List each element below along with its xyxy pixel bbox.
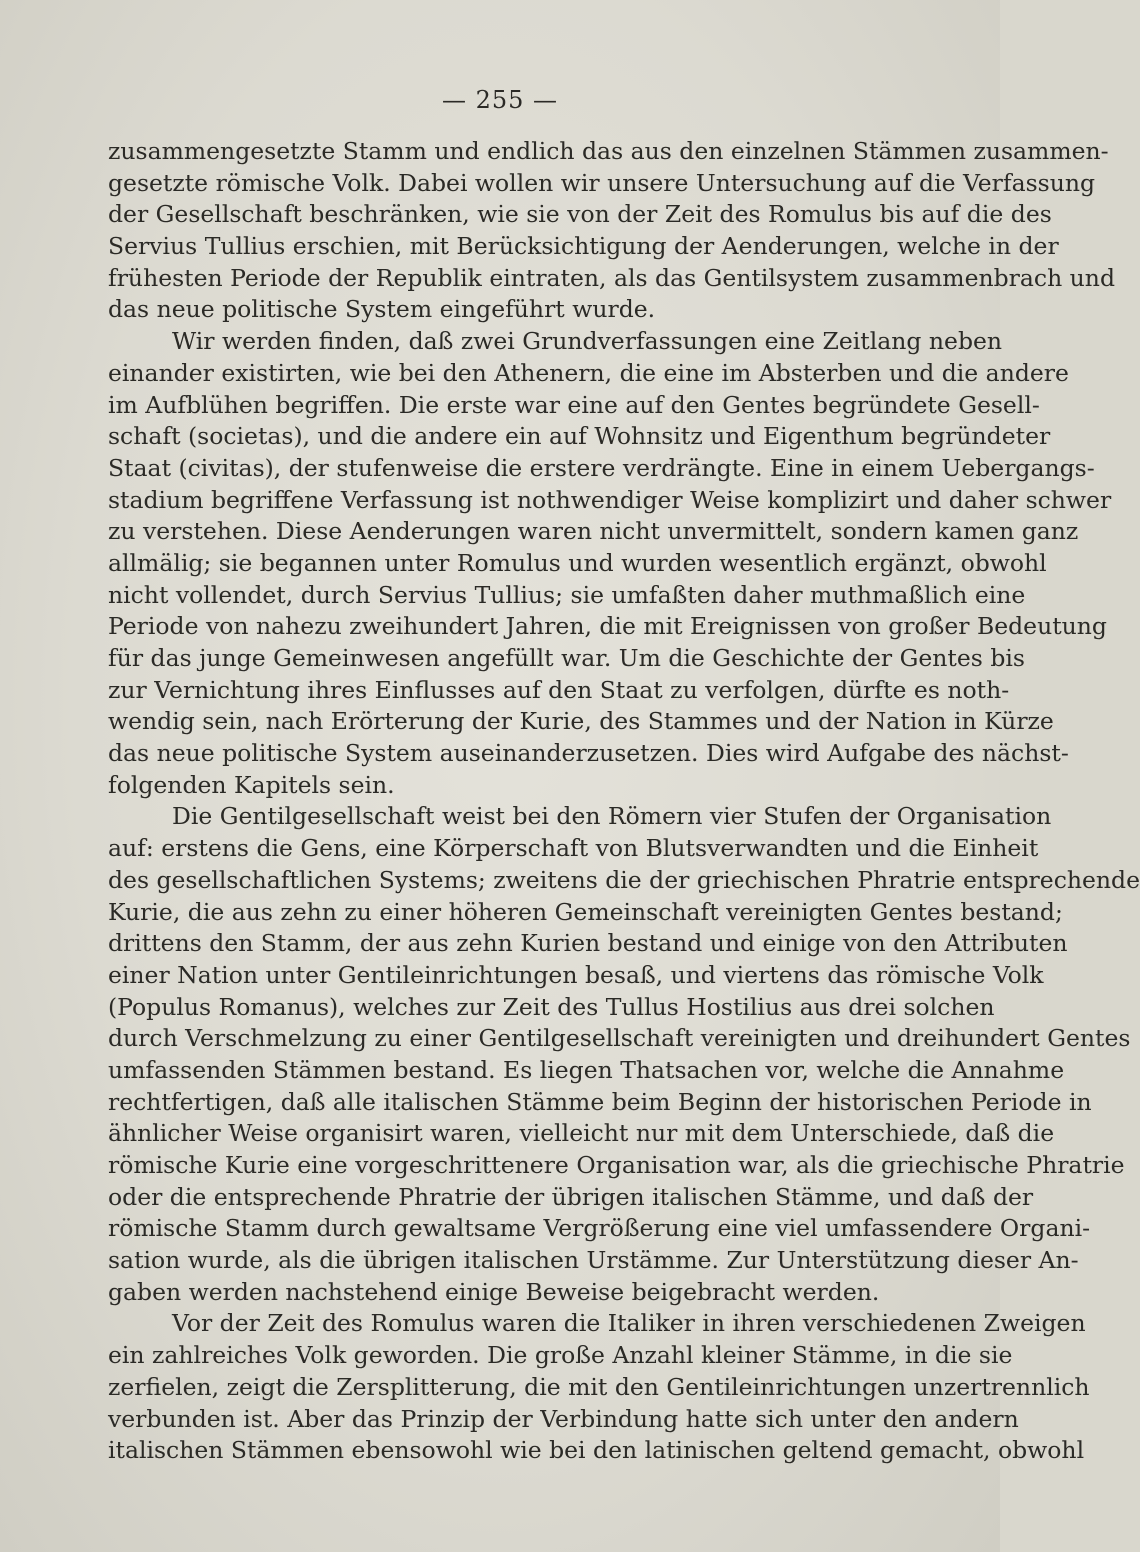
text-line: zusammengesetzte Stamm und endlich das aus den einzelnen Stämmen zusammen-	[108, 137, 1109, 165]
text-line: gesetzte römische Volk. Dabei wollen wir unsere Untersuchung auf die Verfassung	[108, 168, 1096, 197]
text-line: rechtfertigen, daß alle italischen Stämme beim Beginn der historischen Periode in	[108, 1087, 1092, 1116]
text-line: folgenden Kapitels sein.	[108, 770, 395, 799]
text-line: schaft (societas), und die andere ein auf Wohnsitz und Eigenthum begründeter	[108, 422, 1051, 451]
paragraph	[108, 801, 1140, 1308]
text-line: oder die entsprechende Phratrie der übrigen italischen Stämme, und daß der	[108, 1182, 1034, 1211]
text-line: ähnlicher Weise organisirt waren, vielleicht nur mit dem Unterschiede, daß die	[108, 1119, 1055, 1148]
text-line: der Gesellschaft beschränken, wie sie von der Zeit des Romulus bis auf die des	[108, 200, 1052, 229]
text-line: nicht vollendet, durch Servius Tullius; sie umfaßten daher muthmaßlich eine	[108, 580, 1026, 609]
text-line: einer Nation unter Gentileinrichtungen besaß, und viertens das römische Volk	[108, 960, 1044, 989]
text-line: Wir werden finden, daß zwei Grundverfassungen eine Zeitlang neben	[172, 327, 1003, 356]
text-line: (Populus Romanus), welches zur Zeit des Tullus Hostilius aus drei solchen	[108, 992, 995, 1021]
text-line: frühesten Periode der Republik eintraten, als das Gentilsystem zusammenbrach und	[108, 263, 1115, 292]
text-line: ein zahlreiches Volk geworden. Die große Anzahl kleiner Stämme, in die sie	[108, 1341, 1013, 1370]
body-text	[108, 136, 1140, 1467]
paragraph	[108, 1308, 1090, 1466]
text-line: im Aufblühen begriffen. Die erste war eine auf den Gentes begründete Gesell-	[108, 390, 1040, 419]
paragraph	[108, 136, 1115, 326]
text-line: Kurie, die aus zehn zu einer höheren Gemeinschaft vereinigten Gentes bestand;	[108, 897, 1063, 926]
text-line: drittens den Stamm, der aus zehn Kurien bestand und einige von den Attributen	[108, 929, 1068, 958]
text-line: das neue politische System eingeführt wurde.	[108, 295, 656, 324]
text-line: durch Verschmelzung zu einer Gentilgesellschaft vereinigten und dreihundert Gentes	[108, 1024, 1131, 1053]
text-line: römische Stamm durch gewaltsame Vergrößerung eine viel umfassendere Organi-	[108, 1214, 1091, 1243]
text-line: umfassenden Stämmen bestand. Es liegen Thatsachen vor, welche die Annahme	[108, 1055, 1065, 1084]
text-line: zu verstehen. Diese Aenderungen waren nicht unvermittelt, sondern kamen ganz	[108, 517, 1079, 546]
text-line: einander existirten, wie bei den Athenern, die eine im Absterben und die andere	[108, 358, 1069, 387]
text-line: zur Vernichtung ihres Einflusses auf den Staat zu verfolgen, dürfte es noth-	[108, 675, 1010, 704]
text-line: stadium begriffene Verfassung ist nothwendiger Weise komplizirt und daher schwer	[108, 485, 1112, 514]
text-line: gaben werden nachstehend einige Beweise beigebracht werden.	[108, 1277, 880, 1306]
text-line: wendig sein, nach Erörterung der Kurie, des Stammes und der Nation in Kürze	[108, 707, 1054, 736]
text-line: Servius Tullius erschien, mit Berücksichtigung der Aenderungen, welche in der	[108, 232, 1059, 261]
text-line: Die Gentilgesellschaft weist bei den Römern vier Stufen der Organisation	[172, 802, 1052, 831]
text-line: römische Kurie eine vorgeschrittenere Organisation war, als die griechische Phratrie	[108, 1151, 1125, 1179]
text-line: italischen Stämmen ebensowohl wie bei den latinischen geltend gemacht, obwohl	[108, 1436, 1085, 1465]
text-line: allmälig; sie begannen unter Romulus und wurden wesentlich ergänzt, obwohl	[108, 548, 1047, 577]
text-line: verbunden ist. Aber das Prinzip der Verbindung hatte sich unter den andern	[108, 1404, 1019, 1433]
text-line: zerfielen, zeigt die Zersplitterung, die mit den Gentileinrichtungen unzertrennlich	[108, 1372, 1090, 1401]
text-line: Periode von nahezu zweihundert Jahren, die mit Ereignissen von großer Bedeutung	[108, 612, 1107, 641]
text-line: sation wurde, als die übrigen italischen Urstämme. Zur Unterstützung dieser An-	[108, 1246, 1079, 1275]
text-line: für das junge Gemeinwesen angefüllt war. Um die Geschichte der Gentes bis	[108, 644, 1025, 672]
paragraph	[108, 326, 1112, 801]
text-line: Vor der Zeit des Romulus waren die Italiker in ihren verschiedenen Zweigen	[172, 1309, 1086, 1338]
text-line: das neue politische System auseinanderzusetzen. Dies wird Aufgabe des nächst-	[108, 739, 1069, 768]
text-line: des gesellschaftlichen Systems; zweitens die der griechischen Phratrie entsprechende	[108, 865, 1140, 894]
text-line: Staat (civitas), der stufenweise die erstere verdrängte. Eine in einem Uebergangs-	[108, 453, 1095, 482]
text-line: auf: erstens die Gens, eine Körperschaft von Blutsverwandten und die Einheit	[108, 834, 1039, 863]
page-number: — 255 —	[441, 86, 559, 114]
